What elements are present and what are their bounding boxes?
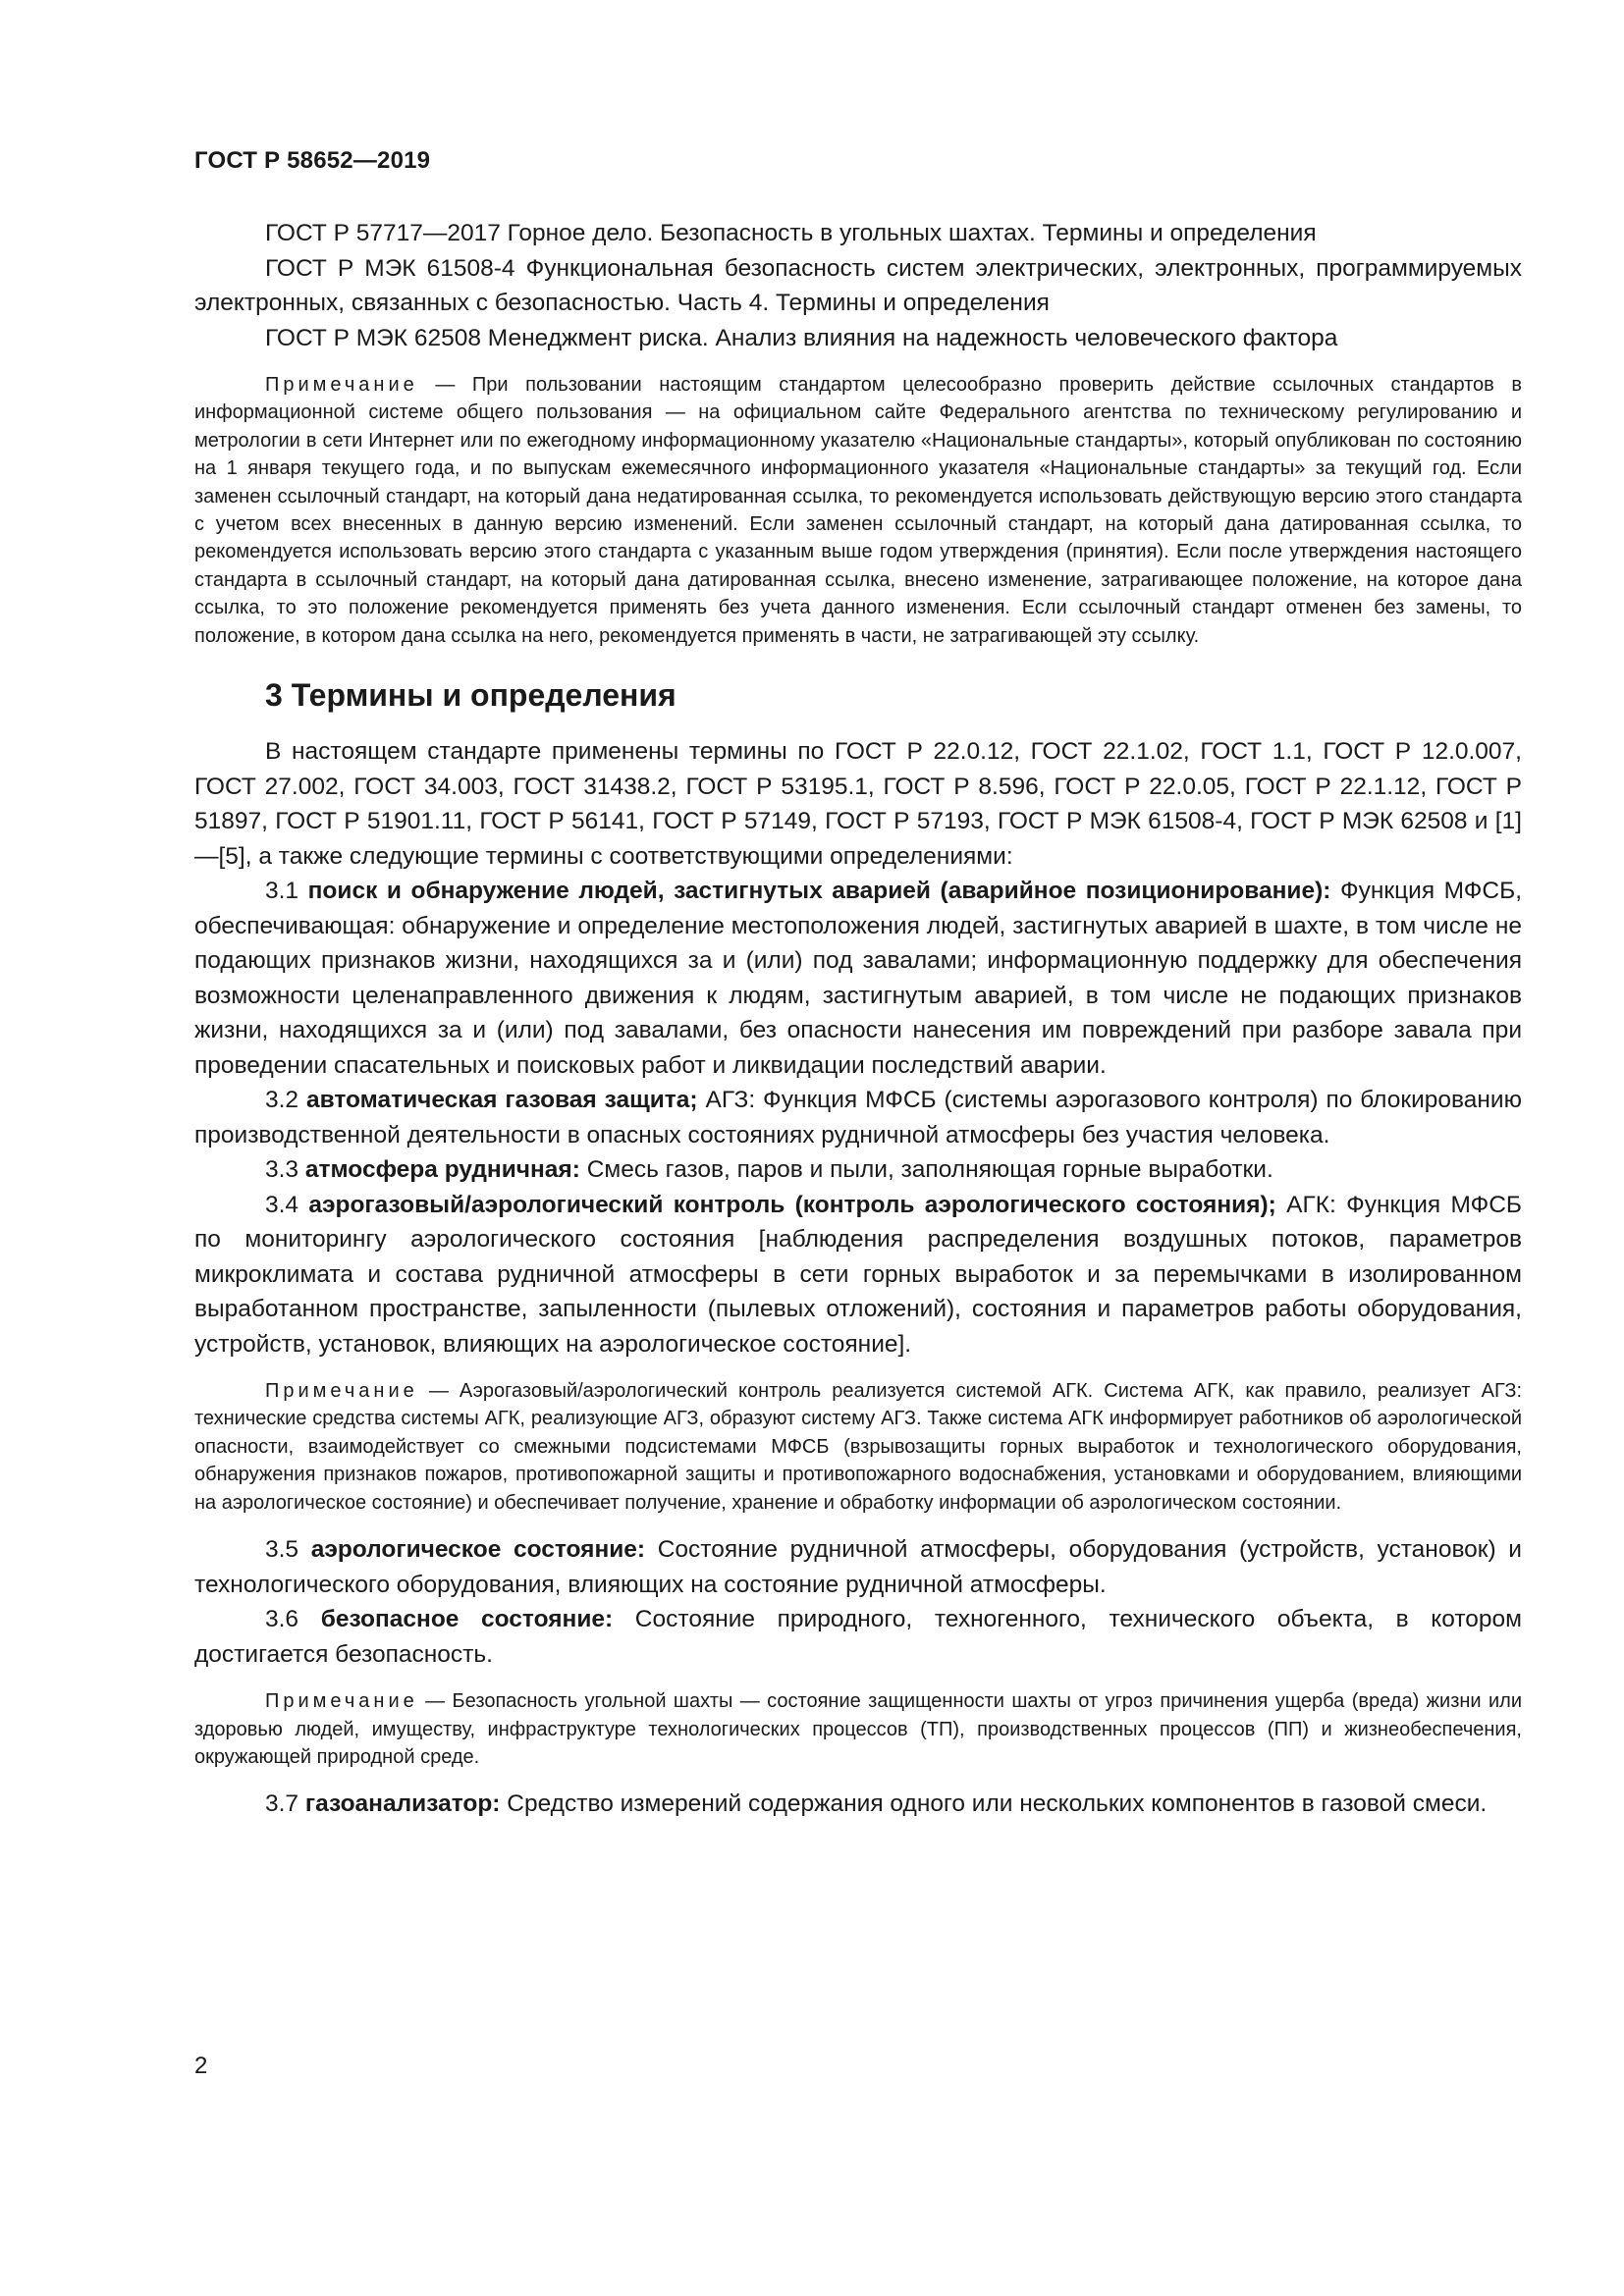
note-text: — При пользовании настоящим стандартом целесообразно проверить действие ссылочных стандартов в информационной системе общего пользования — на официальном сайте Федерального агентства по техническому регулированию и метрологии в сети Интернет или по ежегодному информационному указателю «Национальные стандарты», который опубликован по состоянию на 1 января текущего года, и по выпускам ежемесячного информационного указателя «Национальные стандарты» за текущий год. Если заменен ссылочный стандарт, на который дана недатированная ссылка, то рекомендуется использовать действующую версию этого стандарта с учетом всех внесенных в данную версию изменений. Если заменен ссылочный стандарт, на который дана датированная ссылка, то рекомендуется использовать версию этого стандарта с указанным выше годом утверждения (принятия). Если после утверждения настоящего стандарта в ссылочный стандарт, на который дана датированная ссылка, внесено изменение, затрагивающее положение, на которое дана ссылка, то это положение рекомендуется применять без учета данного изменения. Если ссылочный стандарт отменен без замены, то положение, в котором дана ссылка на него, рекомендуется применять в части, не затрагивающей эту ссылку. xyxy=(194,374,1522,647)
section-heading: 3 Термины и определения xyxy=(265,677,677,714)
note-safety xyxy=(194,1687,1522,1771)
reference-item: ГОСТ Р МЭК 62508 Менеджмент риска. Анализ влияния на надежность человеческого фактора xyxy=(265,324,1338,351)
term-definition: Средство измерений содержания одного или нескольких компонентов в газовой смеси. xyxy=(500,1790,1488,1818)
term-entry: 3.4 аэрогазовый/аэрологический контроль (контроль аэрологического состояния); АГК: Функция МФСБ по мониторингу аэрологического состояния [наблюдения распределения воздушных потоков, параметров микроклимата и состава рудничной атмосферы в сети горных выработок и за перемычками в изолированном выработанном пространстве, запыленности (пылевых отложений), состояния и параметров работы оборудования, устройств, установок, влияющих на аэрологическое состояние]. xyxy=(194,1191,1523,1358)
term-definition: Смесь газов, паров и пыли, заполняющая горные выработки. xyxy=(579,1156,1273,1184)
term-definition: АГК: Функция МФСБ по мониторингу аэрологического состояния [наблюдения распределения воздушных потоков, параметров микроклимата и состава рудничной атмосферы в сети горных выработок и за перемычками в изолированном выработанном пространстве, запыленности (пылевых отложений), состояния и параметров работы оборудования, устройств, установок, влияющих на аэрологическое состояние]. xyxy=(194,1191,1523,1358)
term-name: автоматическая газовая защита; xyxy=(305,1087,698,1114)
note-label: Примечание xyxy=(265,1690,418,1713)
note-text: — Безопасность угольной шахты — состояние защищенности шахты от угроз причинения ущерба (вреда) жизни или здоровью людей, имуществу, инфраструктуре технологических процессов (ТП), производственных процессов (ПП) и жизнеобеспечения, окружающей природной среде. xyxy=(194,1690,1522,1768)
section-intro: В настоящем стандарте применены термины по ГОСТ Р 22.0.12, ГОСТ 22.1.02, ГОСТ 1.1, ГОСТ Р 12.0.007, ГОСТ 27.002, ГОСТ 34.003, ГОСТ 31438.2, ГОСТ Р 53195.1, ГОСТ Р 8.596, ГОСТ Р 22.0.05, ГОСТ Р 22.1.12, ГОСТ Р 51897, ГОСТ Р 51901.11, ГОСТ Р 56141, ГОСТ Р 57149, ГОСТ Р 57193, ГОСТ Р МЭК 61508-4, ГОСТ Р МЭК 62508 и [1]—[5], а также следующие термины с соответствующими определениями: xyxy=(194,738,1522,870)
term-entry: 3.2 автоматическая газовая защита; АГЗ: Функция МФСБ (системы аэрогазового контроля) по блокированию производственной деятельности в опасных состояниях рудничной атмосферы без участия человека. xyxy=(194,1087,1522,1148)
term-definition: АГЗ: Функция МФСБ (системы аэрогазового контроля) по блокированию производственной деятельности в опасных состояниях рудничной атмосферы без участия человека. xyxy=(194,1087,1522,1148)
section-body-3 xyxy=(194,1787,1522,1822)
references-list xyxy=(194,216,1522,355)
note-agk xyxy=(194,1377,1522,1517)
term-definition: Функция МФСБ, обеспечивающая: обнаружение и определение местоположения людей, застигнутых аварией в шахте, в том числе не подающих признаков жизни, находящихся за и (или) под завалами; информационную поддержку для обеспечения возможности целенаправленного движения к людям, застигнутым аварией, в том числе не подающих признаков жизни, находящихся за и (или) под завалами, без опасности нанесения им повреждений при разборе завала при проведении спасательных и поисковых работ и ликвидации последствий аварии. xyxy=(194,878,1523,1079)
document-header: ГОСТ Р 58652—2019 xyxy=(194,147,431,174)
term-name: атмосфера рудничная: xyxy=(304,1156,580,1184)
note-references xyxy=(194,371,1522,650)
note-label: Примечание xyxy=(265,374,418,396)
term-entry: 3.7 газоанализатор: Средство измерений содержания одного или нескольких компонентов в газовой смеси. xyxy=(265,1790,1488,1818)
section-body xyxy=(194,734,1522,1362)
term-entry: 3.3 атмосфера рудничная: Смесь газов, паров и пыли, заполняющая горные выработки. xyxy=(265,1156,1273,1184)
document-page xyxy=(194,147,1522,1822)
term-name: аэрологическое состояние: xyxy=(310,1536,646,1564)
term-entry: 3.6 безопасное состояние: Состояние природного, техногенного, технического объекта, в котором достигается безопасность. xyxy=(194,1606,1522,1668)
term-entry: 3.1 поиск и обнаружение людей, застигнутых аварией (аварийное позиционирование): Функция МФСБ, обеспечивающая: обнаружение и определение местоположения людей, застигнутых аварией в шахте, в том числе не подающих признаков жизни, находящихся за и (или) под завалами; информационную поддержку для обеспечения возможности целенаправленного движения к людям, застигнутым аварией, в том числе не подающих признаков жизни, находящихся за и (или) под завалами, без опасности нанесения им повреждений при разборе завала при проведении спасательных и поисковых работ и ликвидации последствий аварии. xyxy=(194,878,1523,1079)
term-entry: 3.5 аэрологическое состояние: Состояние рудничной атмосферы, оборудования (устройств, установок) и технологического оборудования, влияющих на состояние рудничной атмосферы. xyxy=(194,1536,1522,1598)
note-text: — Аэрогазовый/аэрологический контроль реализуется системой АГК. Система АГК, как правило, реализует АГЗ: технические средства системы АГК, реализующие АГЗ, образуют систему АГЗ. Также система АГК информирует работников об аэрологической опасности, взаимодействует со смежными подсистемами МФСБ (взрывозащиты горных выработок и технологического оборудования, обнаружения признаков пожаров, противопожарной защиты и противопожарного водоснабжения, установками и оборудованием, влияющими на аэрологическое состояние) и обеспечивает получение, хранение и обработку информации об аэрологическом состоянии. xyxy=(194,1380,1522,1514)
section-body-2 xyxy=(194,1532,1522,1672)
note-label: Примечание xyxy=(265,1380,418,1403)
term-name: газоанализатор: xyxy=(304,1790,501,1818)
term-name: поиск и обнаружение людей, застигнутых аварией (аварийное позиционирование): xyxy=(307,878,1331,905)
term-definition: Состояние рудничной атмосферы, оборудования (устройств, установок) и технологического оборудования, влияющих на состояние рудничной атмосферы. xyxy=(194,1536,1522,1598)
page-number: 2 xyxy=(194,2053,208,2079)
reference-item: ГОСТ Р МЭК 61508-4 Функциональная безопасность систем электрических, электронных, программируемых электронных, связанных с безопасностью. Часть 4. Термины и определения xyxy=(194,254,1522,316)
term-name: безопасное состояние: xyxy=(320,1606,614,1633)
reference-item: ГОСТ Р 57717—2017 Горное дело. Безопасность в угольных шахтах. Термины и определения xyxy=(265,220,1317,246)
term-definition: Состояние природного, техногенного, технического объекта, в котором достигается безопасность. xyxy=(194,1606,1522,1668)
term-name: аэрогазовый/аэрологический контроль (контроль аэрологического состояния); xyxy=(308,1191,1276,1218)
